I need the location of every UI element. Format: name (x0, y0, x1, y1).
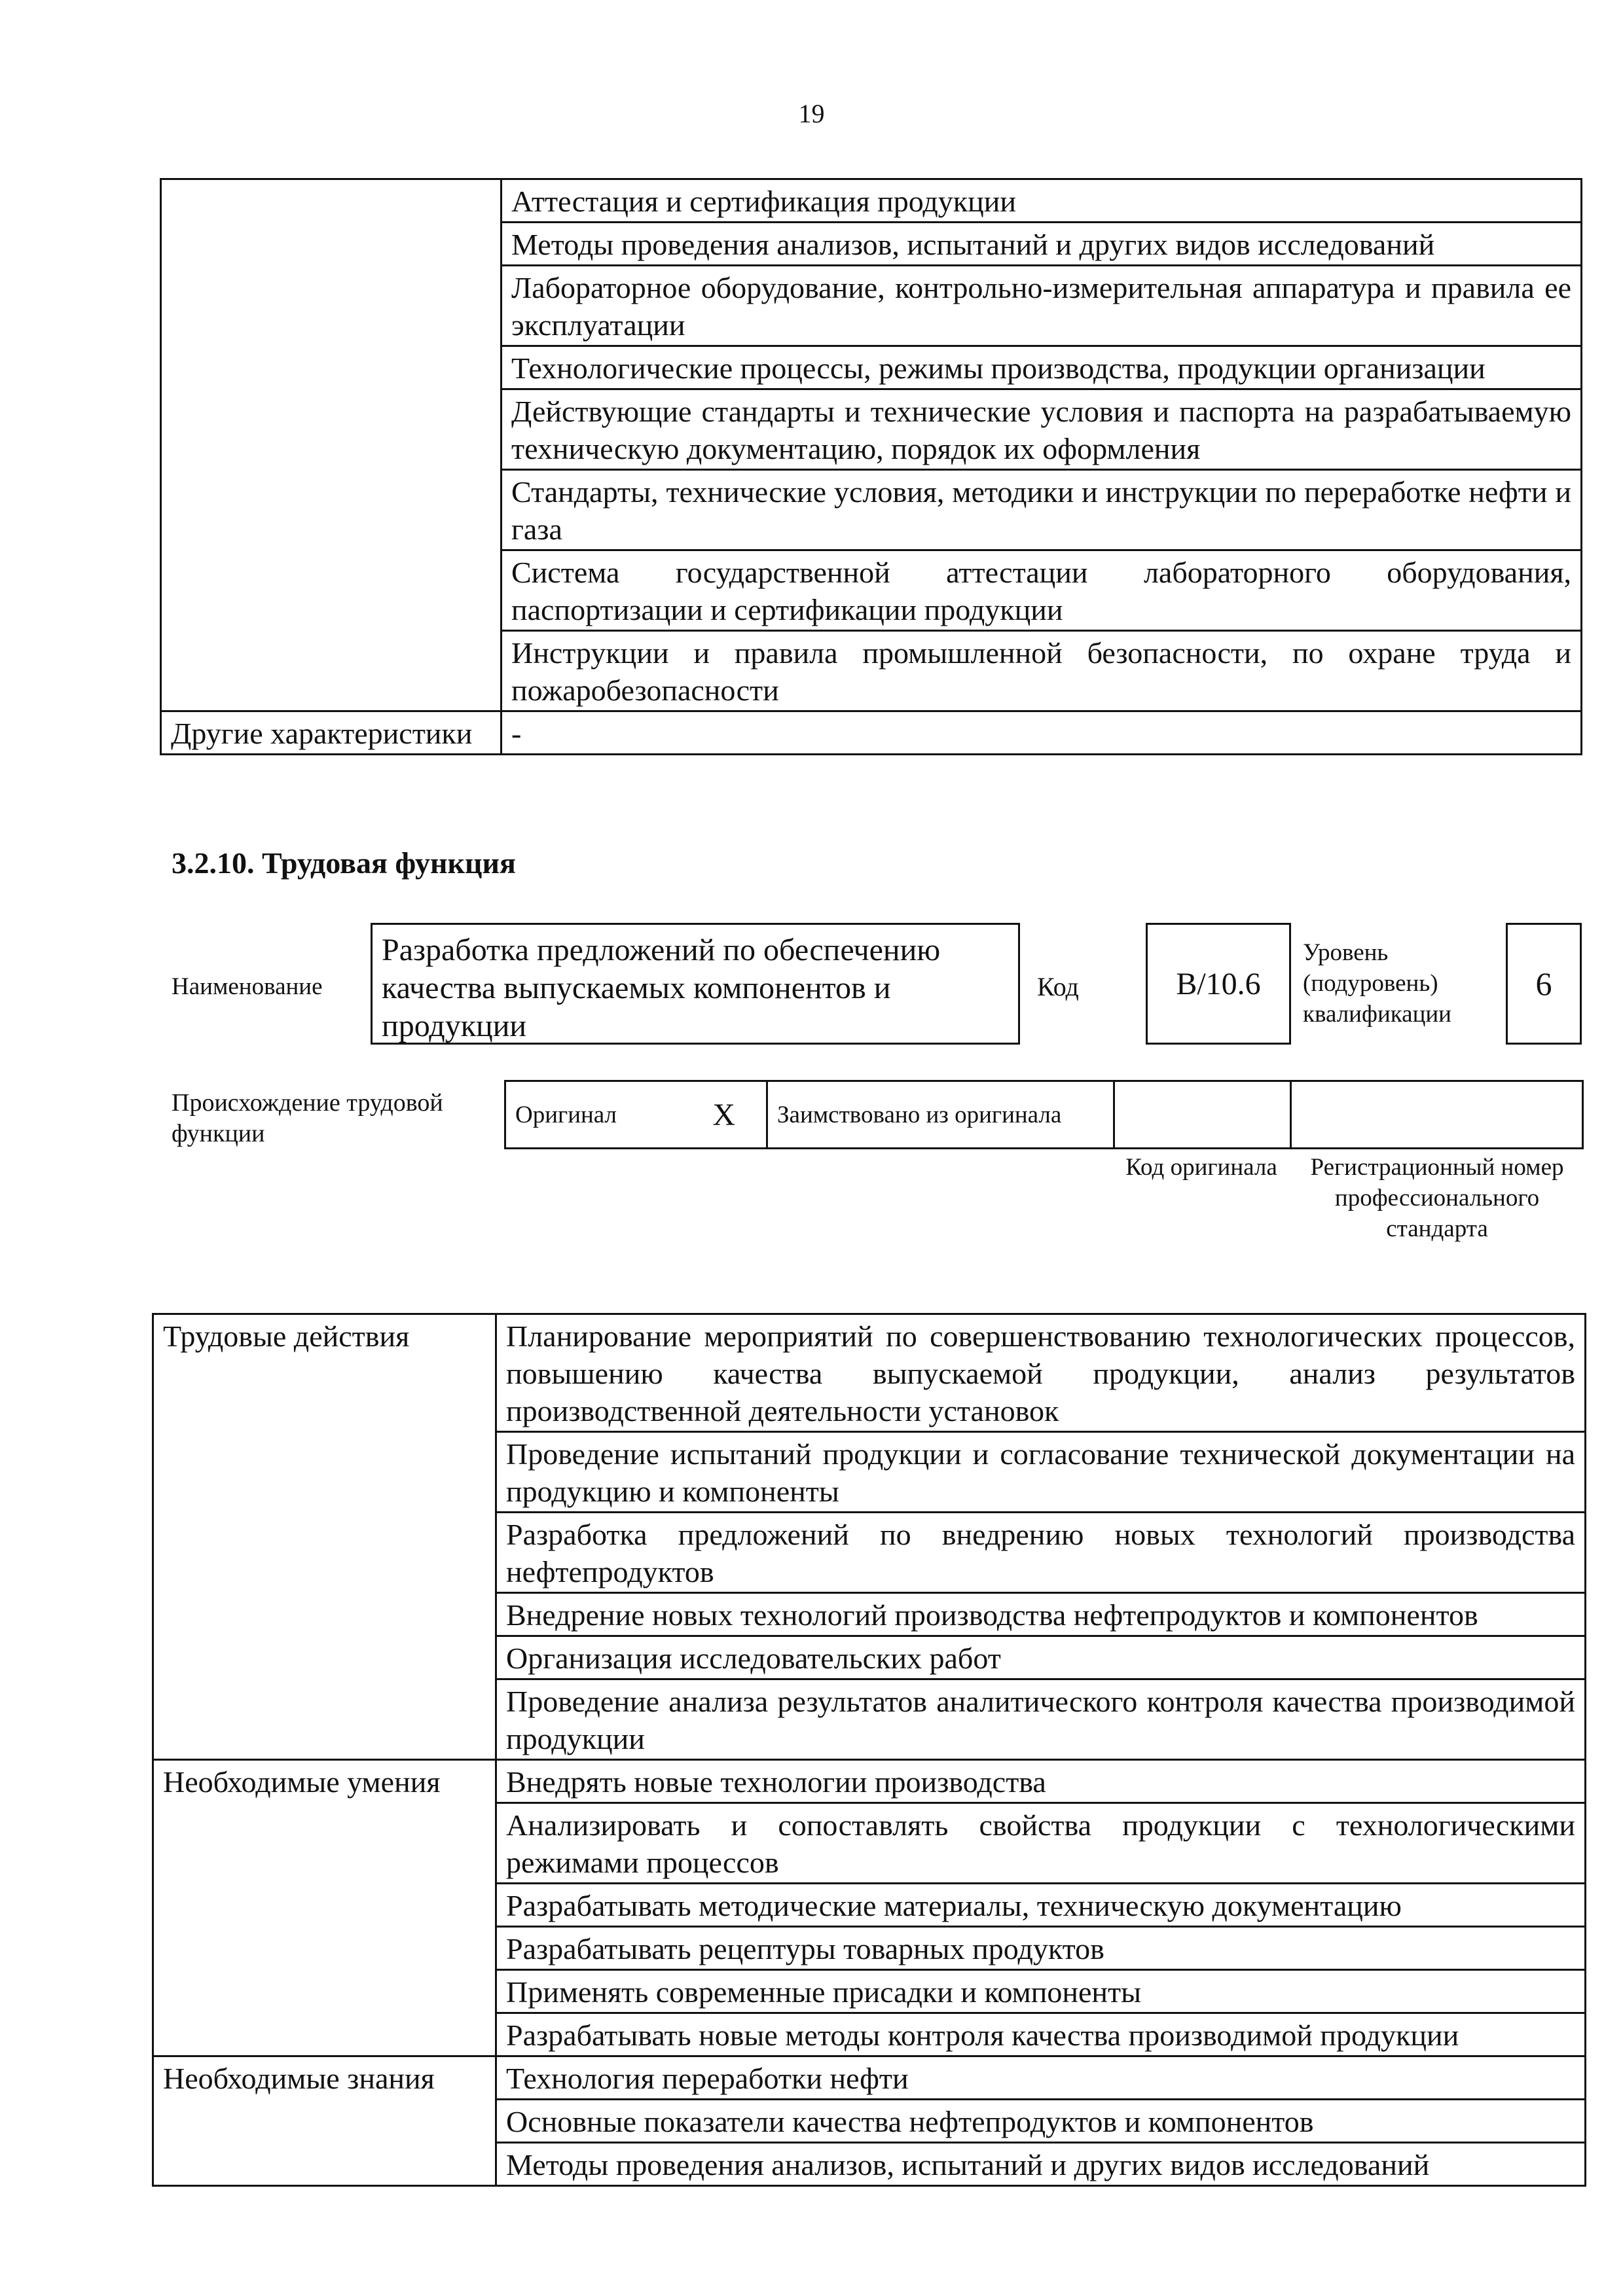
knowledge-group-label (161, 179, 501, 711)
knowledge-item: - (501, 711, 1582, 755)
knowledge-item: Аттестация и сертификация продукции (501, 179, 1582, 223)
knowledge-item: Инструкции и правила промышленной безопасности, по охране труда и пожаробезопасности (501, 631, 1582, 711)
knowledge-item: Система государственной аттестации лабораторного оборудования, паспортизации и сертификации продукции (501, 550, 1582, 631)
level-label: Уровень (подуровень) квалификации (1303, 939, 1451, 1028)
original-code-cell (1114, 1081, 1291, 1149)
function-item: Применять современные присадки и компоненты (496, 1970, 1586, 2013)
function-group-label: Необходимые умения (153, 1760, 496, 2056)
knowledge-row (161, 179, 1582, 223)
knowledge-row (161, 711, 1582, 755)
function-item: Внедрение новых технологий производства нефтепродуктов и компонентов (496, 1593, 1586, 1636)
knowledge-item: Действующие стандарты и технические условия и паспорта на разрабатываемую техническую документацию, порядок их оформления (501, 389, 1582, 470)
knowledge-item: Стандарты, технические условия, методики и инструкции по переработке нефти и газа (501, 470, 1582, 550)
knowledge-item: Лабораторное оборудование, контрольно-измерительная аппаратура и правила ее эксплуатации (501, 266, 1582, 346)
origin-table (504, 1080, 1584, 1149)
borrowed-label: Заимствовано из оригинала (767, 1081, 1114, 1149)
function-item: Планирование мероприятий по совершенствованию технологических процессов, повышению качества выпускаемой продукции, анализ результатов производственной деятельности установок (496, 1314, 1586, 1432)
function-item: Разрабатывать рецептуры товарных продуктов (496, 1927, 1586, 1970)
function-row (153, 2056, 1586, 2100)
function-item: Основные показатели качества нефтепродуктов и компонентов (496, 2100, 1586, 2143)
function-name-box (371, 923, 1020, 1045)
registration-number-cell (1291, 1081, 1583, 1149)
function-row (153, 1314, 1586, 1432)
function-item: Разработка предложений по внедрению новых технологий производства нефтепродуктов (496, 1513, 1586, 1593)
labor-function-table (152, 1313, 1586, 2187)
name-label: Наименование (172, 973, 323, 1000)
origin-label: Происхождение трудовой функции (172, 1089, 443, 1147)
function-item: Внедрять новые технологии производства (496, 1760, 1586, 1803)
original-label: Оригинал (505, 1081, 682, 1149)
registration-caption: Регистрационный номер профессионального стандарта (1310, 1154, 1564, 1242)
section-heading: 3.2.10. Трудовая функция (172, 846, 516, 880)
knowledge-item: Методы проведения анализов, испытаний и других видов исследований (501, 223, 1582, 266)
code-label: Код (1037, 972, 1079, 1001)
function-item: Анализировать и сопоставлять свойства продукции с технологическими режимами процессов (496, 1803, 1586, 1884)
function-item: Организация исследовательских работ (496, 1636, 1586, 1679)
function-item: Проведение испытаний продукции и согласование технической документации на продукцию и компоненты (496, 1432, 1586, 1513)
knowledge-item: Технологические процессы, режимы производства, продукции организации (501, 346, 1582, 389)
page-number: 19 (798, 99, 825, 128)
function-row (153, 1760, 1586, 1803)
function-item: Технология переработки нефти (496, 2056, 1586, 2100)
original-mark: X (682, 1081, 767, 1149)
code-value: B/10.6 (1176, 966, 1261, 1001)
knowledge-table-continued (160, 178, 1582, 755)
function-item: Методы проведения анализов, испытаний и других видов исследований (496, 2143, 1586, 2186)
function-item: Разрабатывать новые методы контроля качества производимой продукции (496, 2013, 1586, 2056)
code-value-box (1146, 923, 1291, 1045)
function-item: Разрабатывать методические материалы, техническую документацию (496, 1884, 1586, 1927)
function-group-label: Трудовые действия (153, 1314, 496, 1760)
function-group-label: Необходимые знания (153, 2056, 496, 2186)
level-value-box (1506, 923, 1582, 1045)
level-value: 6 (1535, 965, 1552, 1002)
knowledge-group-label: Другие характеристики (161, 711, 501, 755)
code-caption: Код оригинала (1125, 1154, 1277, 1181)
function-item: Проведение анализа результатов аналитического контроля качества производимой продукции (496, 1679, 1586, 1760)
function-name-value: Разработка предложений по обеспечению качества выпускаемых компонентов и продукции (382, 933, 941, 1043)
